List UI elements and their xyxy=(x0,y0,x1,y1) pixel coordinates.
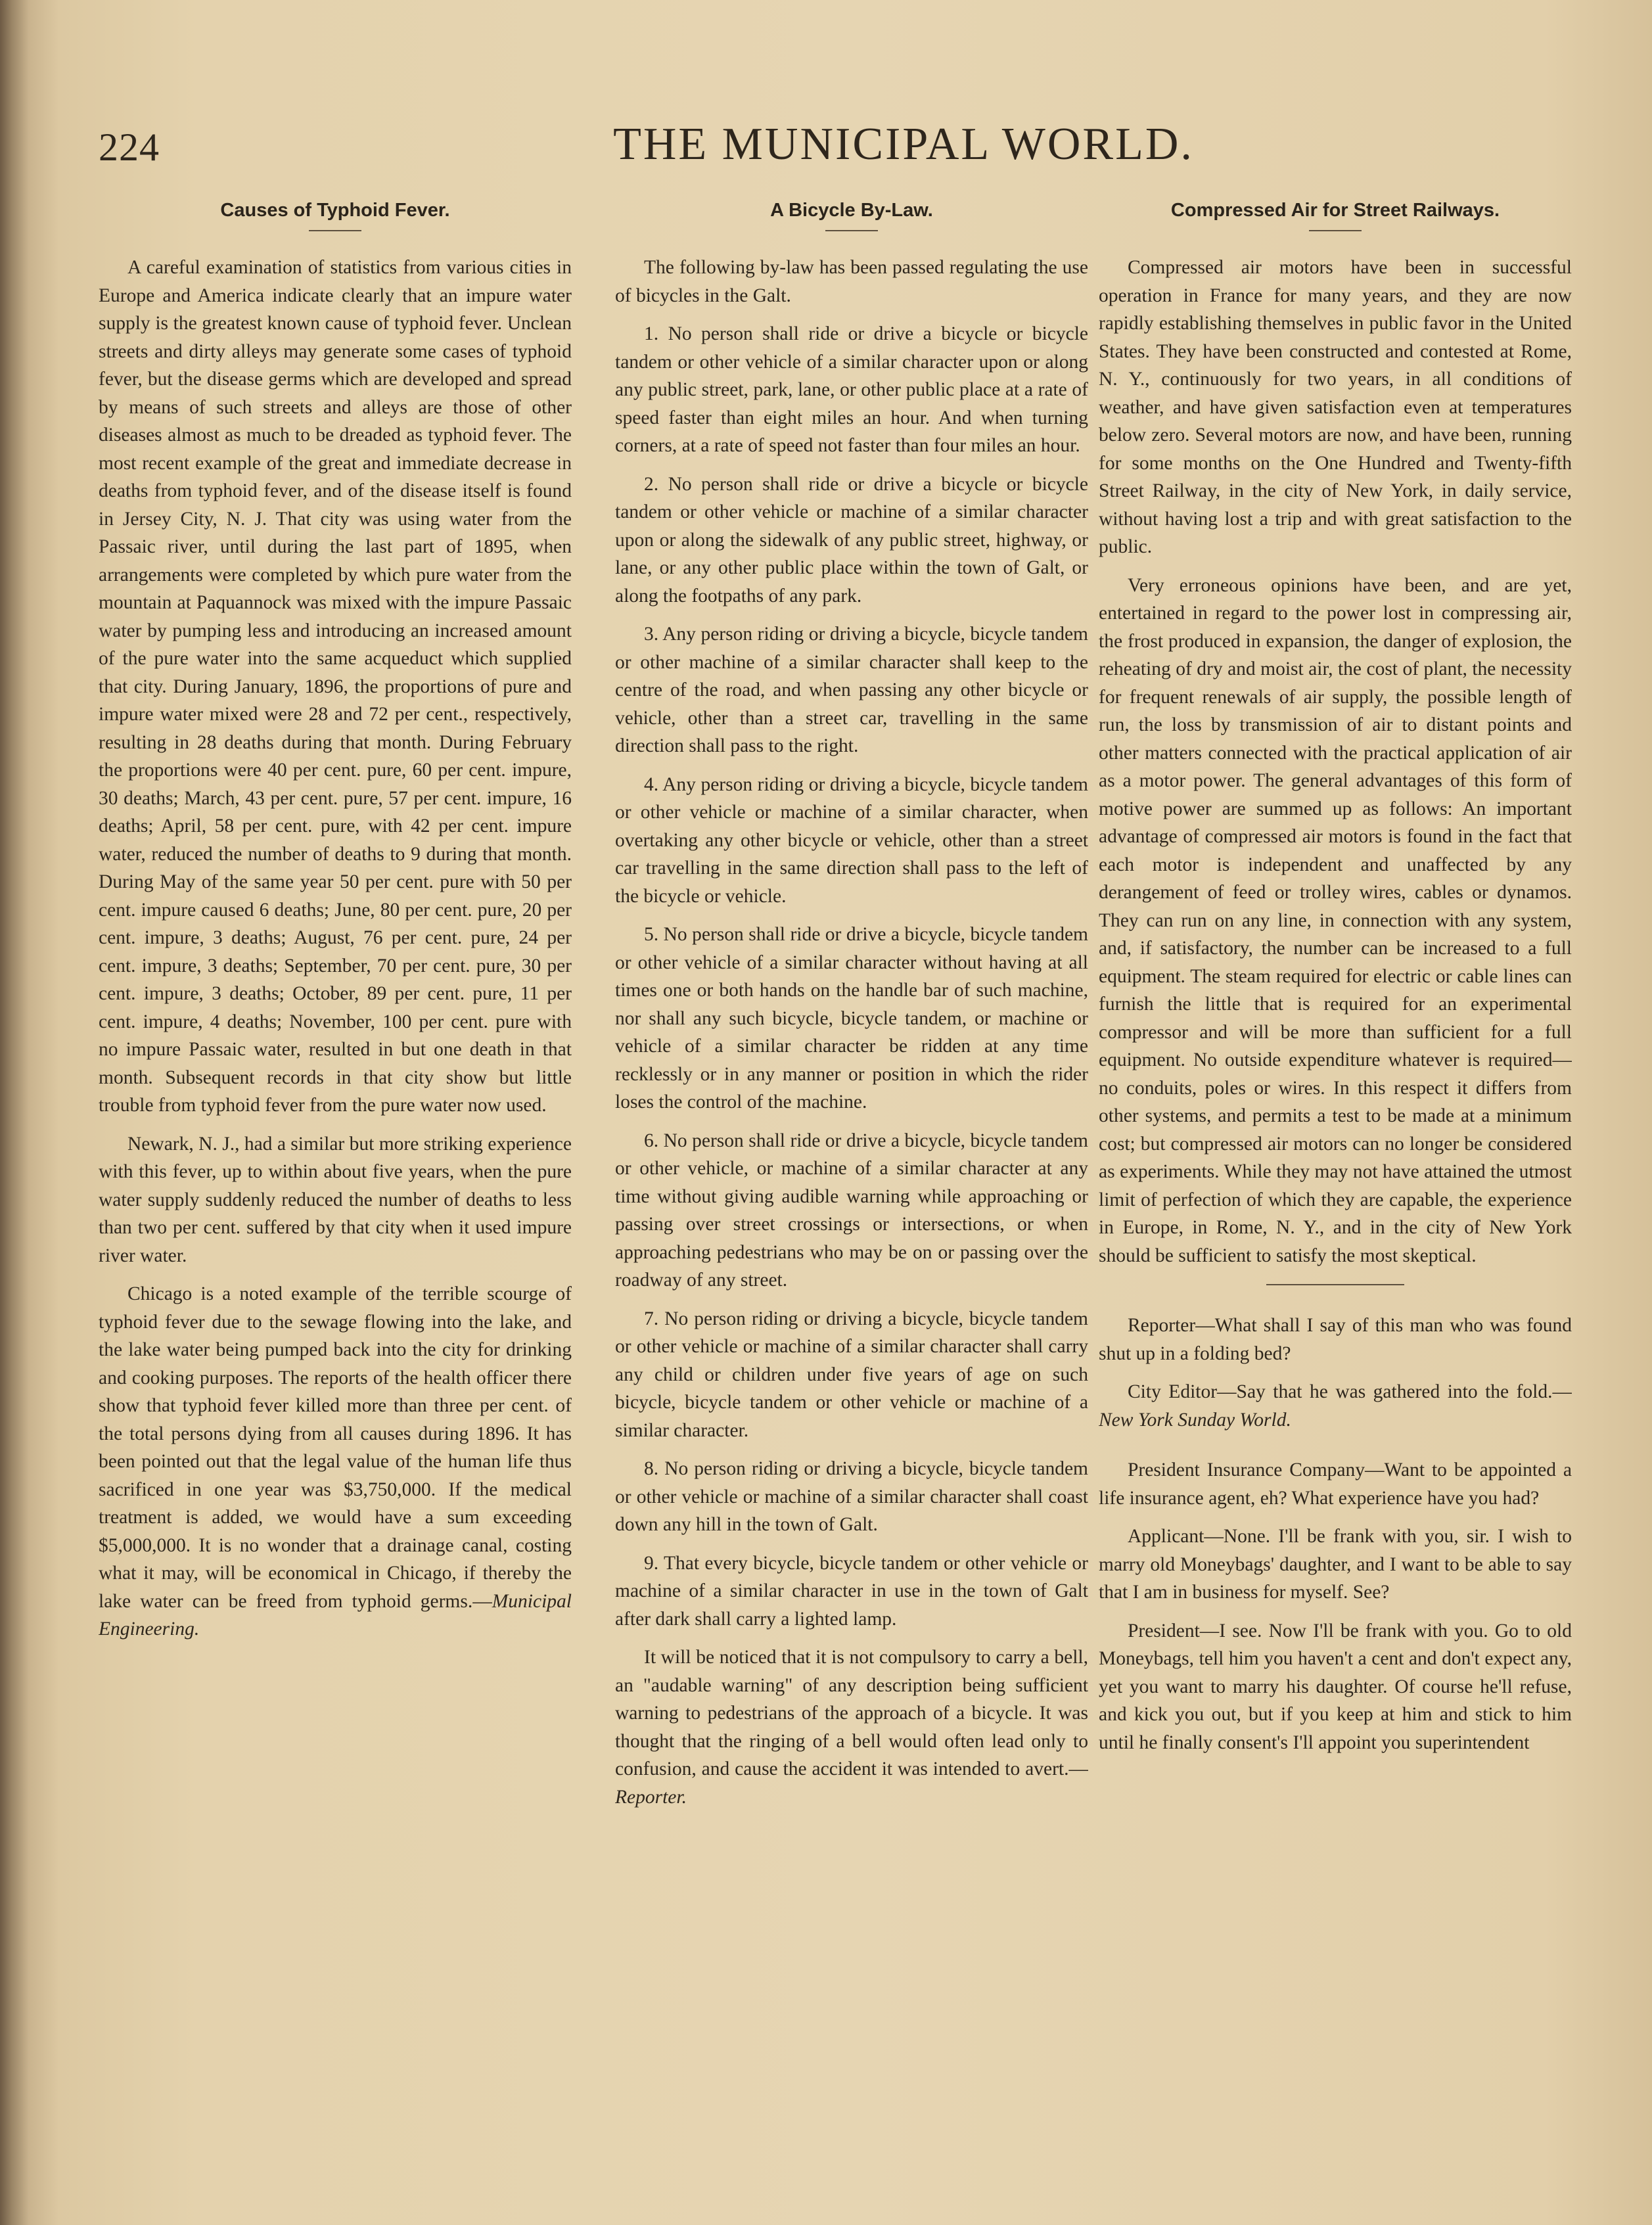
bylaw-clause: 1. No person shall ride or drive a bicycle or bicycle tandem or other vehicle of a similar character upon or along any public street, park, lane, or other public place at a rate of speed faster than eight miles an hour. And when turning corners, at a rate of speed not faster than four miles an hour. xyxy=(615,323,1088,456)
bylaw-clause: 3. Any person riding or driving a bicycle, bicycle tandem or other machine of a similar character shall keep to the centre of the road, and when passing any other bicycle or vehicle, other than a street car, travelling in the same direction shall pass to the right. xyxy=(615,624,1088,756)
attribution: New York Sunday World. xyxy=(1099,1409,1291,1431)
article-heading-typhoid: Causes of Typhoid Fever. xyxy=(220,200,450,221)
paragraph xyxy=(615,1643,1088,1811)
attribution: Reporter. xyxy=(615,1786,687,1808)
bylaw-clause: 9. That every bicycle, bicycle tandem or other vehicle or machine of a similar character in use in the town of Galt after dark shall carry a lighted lamp. xyxy=(615,1552,1088,1630)
anecdote-paragraph xyxy=(1099,1378,1572,1434)
section-divider xyxy=(1266,1284,1404,1285)
anecdote-paragraph: President—I see. Now I'll be frank with you. Go to old Moneybags, tell him you haven't a cent and don't expect any, yet you want to marry his daughter. Of course he'll refuse, and kick you out, but if you keep at him and stick to him until he finally consent's I'll appoint you superintendent xyxy=(1099,1620,1572,1753)
column-compressed-air xyxy=(1099,197,1572,2182)
attribution: Municipal Engineering. xyxy=(99,1590,572,1640)
bylaw-clause: 7. No person riding or driving a bicycle, bicycle tandem or other vehicle or machine of a similar character shall carry any child or children under five years of age on such bicycle, bicycle tandem or other vehicle or machine of a similar character. xyxy=(615,1308,1088,1441)
bylaw-clause: 4. Any person riding or driving a bicycle, bicycle tandem or other vehicle or machine of a similar character, when overtaking any other bicycle or vehicle, other than a street car travelling in the same direction shall pass to the left of the bicycle or vehicle. xyxy=(615,773,1088,907)
paragraph: The following by-law has been passed regulating the use of bicycles in the Galt. xyxy=(615,257,1088,306)
bylaw-clause: 2. No person shall ride or drive a bicycle or bicycle tandem or other vehicle or machine of a similar character upon or along the sidewalk of any public street, highway, or lane, or any other public place within the town of Galt, or along the footpaths of any park. xyxy=(615,473,1088,607)
article-heading-bicycle: A Bicycle By-Law. xyxy=(770,200,933,221)
heading-rule xyxy=(825,230,878,231)
bylaw-clause: 8. No person riding or driving a bicycle, bicycle tandem or other vehicle or machine of a similar character shall coast down any hill in the town of Galt. xyxy=(615,1458,1088,1535)
paragraph-text: City Editor—Say that he was gathered into the fold.— xyxy=(1128,1381,1572,1402)
paragraph: A careful examination of statistics from various cities in Europe and America indicate clearly that an impure water supply is the greatest known cause of typhoid fever. Unclean streets and dirty alleys may generate some cases of typhoid fever, but the disease germs which are developed and spread by means of such streets and alleys are those of other diseases almost as much to be dreaded as typhoid fever. The most recent example of the great and immediate decrease in deaths from typhoid fever, and of the disease itself is found in Jersey City, N. J. That city was using water from the Passaic river, until during the last part of 1895, when arrangements were completed by which pure water from the mountain at Paquannock was mixed with the impure Passaic water by pumping less and introducing an increased amount of the pure water into the same acqueduct which supplied that city. During January, 1896, the proportions of pure and impure water mixed were 28 and 72 per cent., respectively, resulting in 28 deaths during that month. During February the proportions were 40 per cent. pure, 60 per cent. impure, 30 deaths; March, 43 per cent. pure, 57 per cent. impure, 16 deaths; April, 58 per cent. pure, with 42 per cent. impure water, reduced the number of deaths to 9 during that month. During May of the same year 50 per cent. pure with 50 per cent. impure caused 6 deaths; June, 80 per cent. pure, 20 per cent. impure, 3 deaths; August, 76 per cent. pure, 24 per cent. impure, 3 deaths; September, 70 per cent. pure, 30 per cent. impure, 3 deaths; October, 89 per cent. pure, 11 per cent. impure, 4 deaths; November, 100 per cent. pure with no impure Passaic water, resulted in but one death in that month. Subsequent records in that city show but little trouble from typhoid fever from the pure water now used. xyxy=(99,257,572,1116)
column-bicycle-bylaw xyxy=(615,197,1088,2182)
article-heading-compressed-air: Compressed Air for Street Railways. xyxy=(1170,200,1500,221)
paragraph: Compressed air motors have been in successful operation in France for many years, and they are now rapidly establishing themselves in public favor in the United States. They have been constructed and contested at Rome, N. Y., continuously for two years, in all conditions of weather, and have given satisfaction even at temperatures below zero. Several motors are now, and have been, running for some months on the One Hundred and Twenty-fifth Street Railway, in the city of New York, in daily service, without having lost a trip and with great satisfaction to the public. xyxy=(1099,257,1572,557)
bylaw-clause: 5. No person shall ride or drive a bicycle, bicycle tandem or other vehicle of a similar character without having at all times one or both hands on the handle bar of such machine, nor shall any such bicycle, bicycle tandem, or machine or vehicle of a similar character be ridden at any time recklessly or in any manner or position in which the rider loses the control of the machine. xyxy=(615,924,1088,1112)
paragraph-text: Chicago is a noted example of the terrible scourge of typhoid fever due to the sewage flowing into the lake, and the lake water being pumped back into the city for drinking and cooking purposes. The reports of the health officer there show that typhoid fever killed more than three per cent. of the total persons dying from all causes during 1896. It has been pointed out that the legal value of the human life thus sacrificed in one year was $3,750,000. If the medical treatment is added, we would have a sum exceeding $5,000,000. It is no wonder that a drainage canal, costing what it may, will be economical in Chicago, if thereby the lake water can be freed from typhoid germs.— xyxy=(99,1283,572,1612)
running-title: THE MUNICIPAL WORLD. xyxy=(613,119,1194,170)
heading-rule xyxy=(1309,230,1362,231)
paragraph: Newark, N. J., had a similar but more striking experience with this fever, up to within about five years, when the pure water supply suddenly reduced the number of deaths to less than two per cent. suffered by that city when it used impure river water. xyxy=(99,1133,572,1266)
page-header xyxy=(99,118,1584,191)
page-number: 224 xyxy=(99,126,160,169)
bylaw-clause: 6. No person shall ride or drive a bicycle, bicycle tandem or other vehicle, or machine of a similar character at any time without giving audible warning while approaching or passing over street crossings or intersections, or when approaching pedestrians who may be on or passing over the roadway of any street. xyxy=(615,1130,1088,1291)
heading-rule xyxy=(309,230,361,231)
column-typhoid xyxy=(99,197,572,2182)
anecdote-paragraph: President Insurance Company—Want to be appointed a life insurance agent, eh? What experience have you had? xyxy=(1099,1459,1572,1509)
anecdote-paragraph: Applicant—None. I'll be frank with you, sir. I wish to marry old Moneybags' daughter, and I want to be able to say that I am in business for myself. See? xyxy=(1099,1526,1572,1603)
spacer xyxy=(1099,1444,1572,1456)
paragraph-text: It will be noticed that it is not compulsory to carry a bell, an "audable warning" of any description being sufficient warning to pedestrians of the approach of a bicycle. It was thought that the ringing of a bell would often lead only to confusion, and cause the accident it was intended to avert.— xyxy=(615,1647,1088,1779)
paragraph xyxy=(99,1280,572,1643)
anecdote-paragraph: Reporter—What shall I say of this man who was found shut up in a folding bed? xyxy=(1099,1315,1572,1364)
paragraph: Very erroneous opinions have been, and are yet, entertained in regard to the power lost in compressing air, the frost produced in expansion, the danger of explosion, the reheating of dry and moist air, the cost of plant, the necessity for frequent renewals of air supply, the possible length of run, the loss by transmission of air to distant points and other matters connected with the practical application of air as a motor power. The general advantages of this form of motive power are summed up as follows: An important advantage of compressed air motors is found in the fact that each motor is independent and unaffected by any derangement of feed or trolley wires, cables or dynamos. They can run on any line, in connection with any system, and, if satisfactory, the number can be increased to a full equipment. The steam required for electric or cable lines can furnish the little that is required for an experimental compressor and will be more than sufficient for a full equipment. No outside expenditure whatever is required—no conduits, poles or wires. In this respect it differs from other systems, and permits a test to be made at a minimum cost; but compressed air motors can no longer be considered as experiments. While they may not have attained the utmost limit of perfection of which they are capable, the experience in Europe, in Rome, N. Y., and in the city of New York should be sufficient to satisfy the most skeptical. xyxy=(1099,574,1572,1266)
